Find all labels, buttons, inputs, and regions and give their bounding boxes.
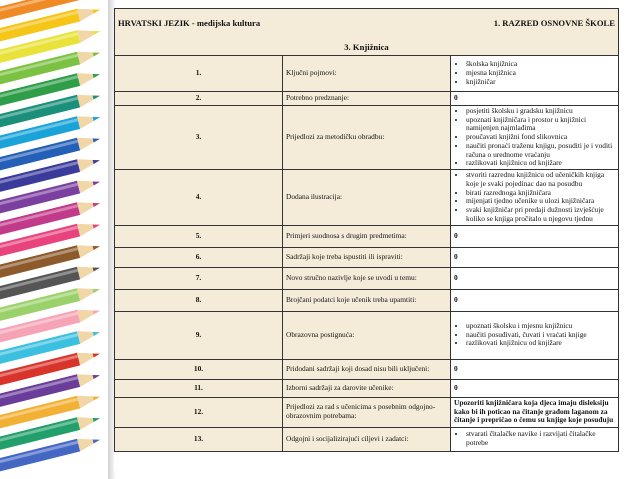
table-row <box>115 247 619 267</box>
table-row <box>115 170 619 225</box>
row-content <box>451 289 619 311</box>
row-label: Izborni sadržaji za darovite učenike: <box>283 379 451 397</box>
row-content <box>451 397 619 427</box>
row-text: Upozoriti knjižničara koja djeca imaju disleksiju kako bi ih poticao na čitanje građom laganom za čitanje i prepričao o čemu su knjige koje posuđuju <box>454 397 614 425</box>
list-item: • školska knjižnica <box>466 60 615 69</box>
row-number: 3. <box>115 106 283 170</box>
row-label: Novo stručno nazivlje koje se uvodi u temu: <box>283 267 451 289</box>
row-number: 2. <box>115 92 283 106</box>
list-item: • mijenjati tjedno učenike u ulozi knjižničara <box>466 197 615 206</box>
row-number: 5. <box>115 225 283 247</box>
table-row <box>115 359 619 379</box>
list-item: • knjižničar <box>466 78 615 87</box>
row-content <box>451 92 619 106</box>
bullet-list <box>454 322 615 348</box>
row-number: 7. <box>115 267 283 289</box>
row-content <box>451 379 619 397</box>
row-label: Obrazovna postignuća: <box>283 311 451 359</box>
lesson-title: 3. Knjižnica <box>344 41 389 52</box>
list-item: • svaki knjižničar pri predaji dužnosti izvješćuje koliko se knjiga pročitalo u njegovu tjednu <box>466 206 615 223</box>
row-label: Brojčani podatci koje učenik treba upamtiti: <box>283 289 451 311</box>
row-label: Prijedlozi za metodičku obradbu: <box>283 106 451 170</box>
row-label: Dodana ilustracija: <box>283 170 451 225</box>
row-number: 12. <box>115 397 283 427</box>
list-item: • upoznati knjižničara i prostor u knjižnici namijenjen najmlađima <box>466 116 615 133</box>
list-item: • razlikovati knjižnicu od knjižare <box>466 339 615 348</box>
table-row <box>115 56 619 92</box>
empty-value: 0 <box>454 363 458 373</box>
row-number: 1. <box>115 56 283 92</box>
row-content <box>451 359 619 379</box>
row-number: 11. <box>115 379 283 397</box>
row-number: 8. <box>115 289 283 311</box>
row-number: 6. <box>115 247 283 267</box>
grade-title: 1. RAZRED OSNOVNE ŠKOLE <box>493 18 615 29</box>
colored-pencils-decoration <box>0 0 108 479</box>
row-content <box>451 311 619 359</box>
empty-value: 0 <box>454 93 458 103</box>
row-number: 9. <box>115 311 283 359</box>
table-header <box>115 9 619 56</box>
lesson-plan-sheet <box>114 8 619 471</box>
bullet-list <box>454 171 615 223</box>
empty-value: 0 <box>454 230 458 240</box>
table-row <box>115 379 619 397</box>
empty-value: 0 <box>454 251 458 261</box>
row-label: Potrebno predznanje: <box>283 92 451 106</box>
list-item: • stvarati čitalačke navike i razvijati čitalačke potrebe <box>466 430 615 447</box>
row-content <box>451 170 619 225</box>
row-label: Ključni pojmovi: <box>283 56 451 92</box>
row-number: 10. <box>115 359 283 379</box>
row-content <box>451 247 619 267</box>
list-item: • mjesna knjižnica <box>466 69 615 78</box>
row-content <box>451 56 619 92</box>
list-item: • posjetiti školsku i gradsku knjižnicu <box>466 107 615 116</box>
table-row <box>115 225 619 247</box>
bullet-list <box>454 107 615 168</box>
list-item: • naučiti pronaći traženu knjigu, posuditi je i voditi računa o urednome vraćanju <box>466 142 615 159</box>
table-row <box>115 92 619 106</box>
table-row <box>115 311 619 359</box>
row-content <box>451 225 619 247</box>
row-label: Sadržaji koje treba ispustiti ili ispraviti: <box>283 247 451 267</box>
table-row <box>115 267 619 289</box>
empty-value: 0 <box>454 294 458 304</box>
row-label: Primjeri suodnosa s drugim predmetima: <box>283 225 451 247</box>
list-item: • birati razrednoga knjižničara <box>466 189 615 198</box>
row-content <box>451 106 619 170</box>
table-row <box>115 289 619 311</box>
row-label: Prijedlozi za rad s učenicima s posebnim odgojno-obrazovnim potrebama: <box>283 397 451 427</box>
row-content <box>451 267 619 289</box>
list-item: • upoznati školsku i mjesnu knjižnicu <box>466 322 615 331</box>
bullet-list <box>454 60 615 86</box>
list-item: • naučiti posuđivati, čuvati i vraćati knjige <box>466 331 615 340</box>
list-item: • stvoriti razrednu knjižnicu od učeničkih knjiga koje je svaki pojedinac dao na posudbu <box>466 171 615 188</box>
subject-title: HRVATSKI JEZIK - medijska kultura <box>118 18 261 29</box>
row-number: 4. <box>115 170 283 225</box>
table-row <box>115 106 619 170</box>
row-label: Odgojni i socijalizirajući ciljevi i zadatci: <box>283 427 451 451</box>
bullet-list <box>454 430 615 447</box>
table-row <box>115 427 619 451</box>
lesson-plan-table <box>114 8 619 452</box>
empty-value: 0 <box>454 272 458 282</box>
row-content <box>451 427 619 451</box>
row-label: Pridodani sadržaji koji dosad nisu bili uključeni: <box>283 359 451 379</box>
list-item: • razlikovati knjižnicu od knjižare <box>466 159 615 168</box>
table-row <box>115 397 619 427</box>
row-number: 13. <box>115 427 283 451</box>
empty-value: 0 <box>454 382 458 392</box>
list-item: • proučavati knjižni fond slikovnica <box>466 133 615 142</box>
